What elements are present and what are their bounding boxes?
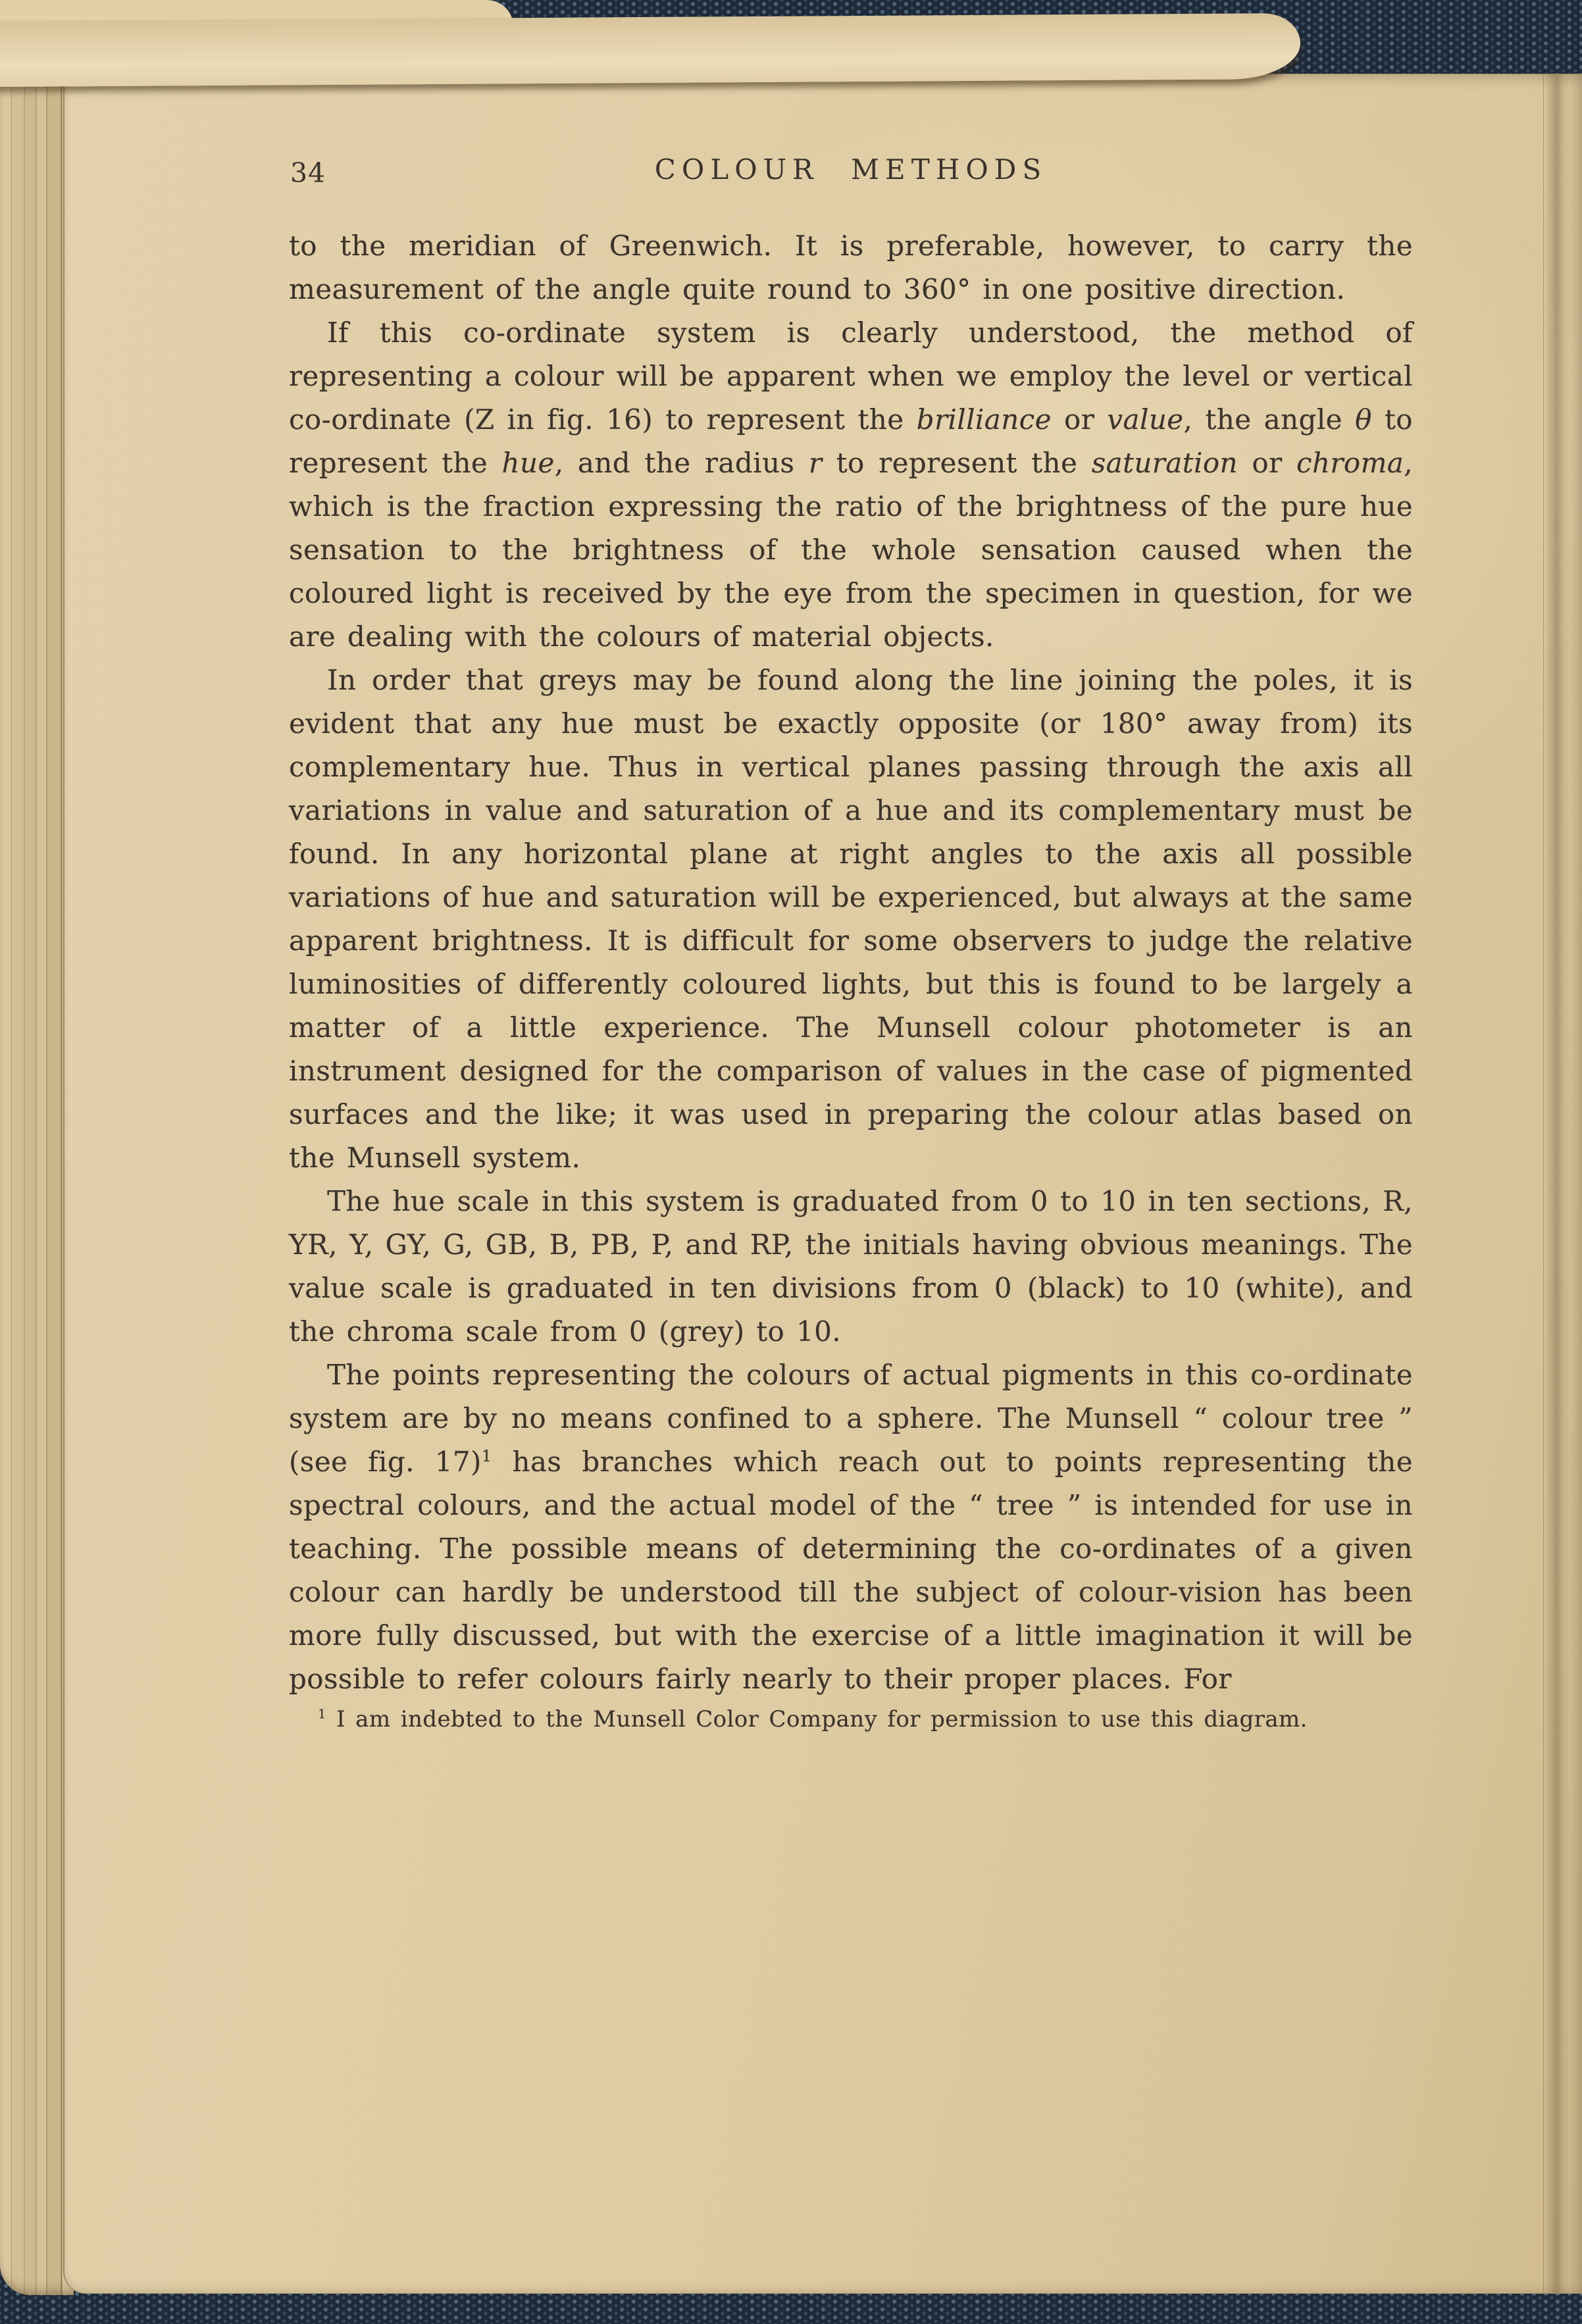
running-header: COLOUR METHODS (654, 153, 1048, 186)
paragraph: The hue scale in this system is graduated from 0 to 10 in ten sections, R, YR, Y, GY, G, GB, B, PB, P, and RP, the initials having obvious meanings. The value scale is graduated in ten divisions from 0 (black) to 10 (white), and the chroma scale from 0 (grey) to 10. (289, 1185, 1413, 1348)
page-gutter-fold (1543, 74, 1582, 2293)
book-page (63, 74, 1582, 2294)
paragraph: If this co-ordinate system is clearly understood, the method of representing a colour will be apparent when we employ the level or vertical co-ordinate (Z in fig. 16) to represent the brilliance or value, the angle θ to represent the hue, and the radius r to represent the saturation or chroma, which is the fraction expressing the ratio of the brightness of the pure hue sensation to the brightness of the whole sensation caused when the coloured light is received by the eye from the specimen in question, for we are dealing with the colours of material objects. (289, 316, 1413, 653)
paragraph: to the meridian of Greenwich. It is preferable, however, to carry the measurement of the angle quite round to 360° in one positive direction. (289, 230, 1413, 305)
paragraph: In order that greys may be found along the line joining the poles, it is evident that any hue must be exactly opposite (or 180° away from) its complementary hue. Thus in vertical planes passing through the axis all variations in value and saturation of a hue and its complementary must be found. In any horizontal plane at right angles to the axis all possible variations of hue and saturation will be experienced, but always at the same apparent brightness. It is difficult for some observers to judge the relative luminosities of differently coloured lights, but this is found to be largely a matter of a little experience. The Munsell colour photometer is an instrument designed for the comparison of values in the case of pigmented surfaces and the like; it was used in preparing the colour atlas based on the Munsell system. (289, 664, 1413, 1174)
page-number: 34 (290, 157, 326, 189)
page-header-row (289, 153, 1413, 189)
paragraph: The points representing the colours of actual pigments in this co-ordinate system are by no means confined to a sphere. The Munsell “ colour tree ” (see fig. 17)$^1$ has branches which reach out to points representing the spectral colours, and the actual model of the “ tree ” is intended for use in teaching. The possible means of determining the co-ordinates of a given colour can hardly be understood till the subject of colour-vision has been more fully discussed, but with the exercise of a little imagination it will be possible to refer colours fairly nearly to their proper places. For (289, 1359, 1413, 1695)
page-edge-top-roll (0, 13, 1300, 87)
page-body (289, 224, 1413, 1738)
footnote: $^1$ I am indebted to the Munsell Color Company for permission to use this diagram. (318, 1706, 1308, 1732)
